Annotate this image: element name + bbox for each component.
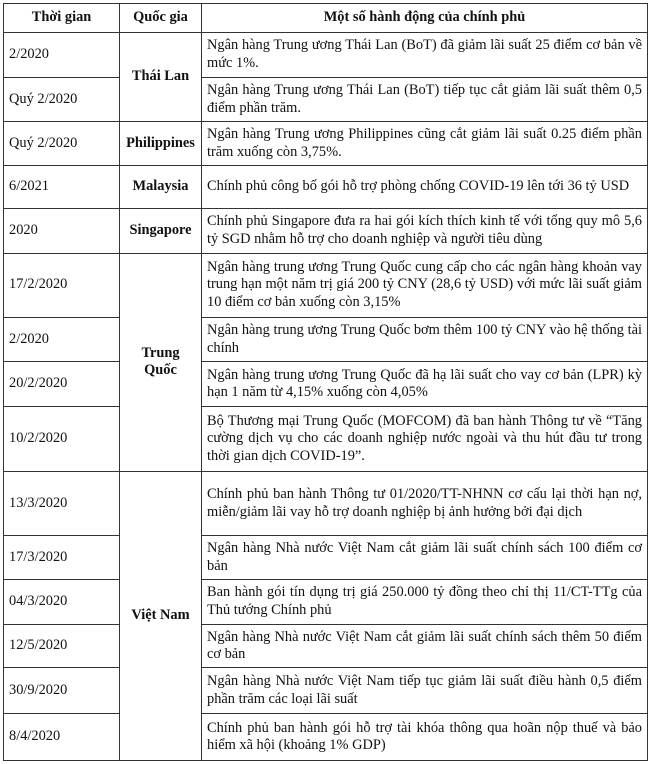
cell-country: Philippines	[120, 122, 202, 166]
cell-action: Chính phủ công bố gói hỗ trợ phòng chống COVID-19 lên tới 36 tỷ USD	[202, 166, 648, 209]
cell-time: 2/2020	[4, 317, 120, 362]
cell-action: Ngân hàng Nhà nước Việt Nam tiếp tục giảm lãi suất điều hành 0,5 điểm phần trăm các loại lãi suất	[202, 668, 648, 714]
cell-action: Ngân hàng trung ương Trung Quốc đã hạ lãi suất cho vay cơ bản (LPR) kỳ hạn 1 năm từ 4,15% xuống còn 4,05%	[202, 362, 648, 407]
cell-time: Quý 2/2020	[4, 77, 120, 122]
cell-time: 12/5/2020	[4, 624, 120, 668]
cell-action: Ngân hàng Trung ương Thái Lan (BoT) tiếp tục cắt giảm lãi suất thêm 0,5 điểm phần trăm.	[202, 77, 648, 122]
cell-time: 13/3/2020	[4, 472, 120, 536]
cell-time: 17/2/2020	[4, 253, 120, 317]
table-row	[4, 166, 648, 209]
cell-action: Ngân hàng Nhà nước Việt Nam cắt giảm lãi suất chính sách 100 điểm cơ bản	[202, 536, 648, 580]
table-row	[4, 668, 648, 714]
cell-time: 30/9/2020	[4, 668, 120, 714]
cell-action: Ngân hàng Nhà nước Việt Nam cắt giảm lãi suất chính sách thêm 50 điểm cơ bản	[202, 624, 648, 668]
cell-action: Chính phủ ban hành gói hỗ trợ tài khóa thông qua hoãn nộp thuế và bảo hiểm xã hội (khoảng 1% GDP)	[202, 714, 648, 761]
table-row	[4, 253, 648, 317]
header-country: Quốc gia	[120, 4, 202, 33]
cell-time: Quý 2/2020	[4, 122, 120, 166]
table-row	[4, 714, 648, 761]
table-row	[4, 536, 648, 580]
cell-time: 2/2020	[4, 33, 120, 78]
table-row	[4, 472, 648, 536]
table-header	[4, 4, 648, 33]
cell-country: Malaysia	[120, 166, 202, 209]
table-row	[4, 208, 648, 253]
table-row	[4, 33, 648, 78]
header-time: Thời gian	[4, 4, 120, 33]
table-row	[4, 317, 648, 362]
table-body	[4, 33, 648, 761]
table-row	[4, 122, 648, 166]
header-action: Một số hành động của chính phủ	[202, 4, 648, 33]
cell-time: 20/2/2020	[4, 362, 120, 407]
cell-country: Singapore	[120, 208, 202, 253]
cell-time: 6/2021	[4, 166, 120, 209]
cell-country: Việt Nam	[120, 472, 202, 761]
header-row	[4, 4, 648, 33]
cell-action: Ban hành gói tín dụng trị giá 250.000 tỷ đồng theo chỉ thị 11/CT-TTg của Thủ tướng Chính phủ	[202, 579, 648, 624]
cell-action: Chính phủ ban hành Thông tư 01/2020/TT-NHNN cơ cấu lại thời hạn nợ, miễn/giảm lãi vay hỗ trợ doanh nghiệp bị ảnh hưởng bởi đại dịch	[202, 472, 648, 536]
cell-country: Trung Quốc	[120, 253, 202, 472]
cell-time: 8/4/2020	[4, 714, 120, 761]
table-row	[4, 77, 648, 122]
table-row	[4, 407, 648, 472]
table-row	[4, 362, 648, 407]
cell-time: 04/3/2020	[4, 579, 120, 624]
cell-action: Bộ Thương mại Trung Quốc (MOFCOM) đã ban hành Thông tư về “Tăng cường dịch vụ cho các doanh nghiệp nước ngoài và thu hút đầu tư trong thời gian dịch COVID-19”.	[202, 407, 648, 472]
cell-action: Ngân hàng Trung ương Philippines cũng cắt giảm lãi suất 0.25 điểm phần trăm xuống còn 3,75%.	[202, 122, 648, 166]
cell-action: Ngân hàng Trung ương Thái Lan (BoT) đã giảm lãi suất 25 điểm cơ bản về mức 1%.	[202, 33, 648, 78]
cell-action: Ngân hàng trung ương Trung Quốc bơm thêm 100 tỷ CNY vào hệ thống tài chính	[202, 317, 648, 362]
table-row	[4, 624, 648, 668]
table-row	[4, 579, 648, 624]
government-actions-table	[3, 3, 648, 761]
cell-time: 10/2/2020	[4, 407, 120, 472]
cell-time: 2020	[4, 208, 120, 253]
cell-time: 17/3/2020	[4, 536, 120, 580]
cell-country: Thái Lan	[120, 33, 202, 122]
cell-action: Ngân hàng trung ương Trung Quốc cung cấp cho các ngân hàng khoản vay trung hạn một năm trị giá 200 tỷ CNY (28,6 tỷ USD) với mức lãi suất giảm 10 điểm cơ bản xuống còn 3,15%	[202, 253, 648, 317]
cell-action: Chính phủ Singapore đưa ra hai gói kích thích kinh tế với tổng quy mô 5,6 tỷ SGD nhằm hỗ trợ cho doanh nghiệp và người tiêu dùng	[202, 208, 648, 253]
